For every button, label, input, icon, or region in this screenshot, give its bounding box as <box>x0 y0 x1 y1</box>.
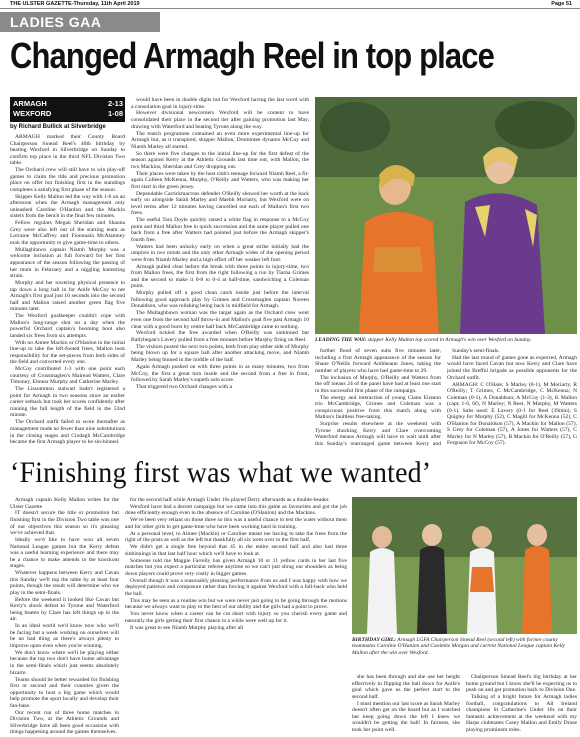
paragraph: IT doesn't secure the title or promotion but finishing first in the Division Two table was one of our objectives this season so it's pleasing we've achieved that. <box>10 510 119 537</box>
birthday-photo <box>352 497 577 634</box>
birthday-photo-image <box>352 497 577 634</box>
paragraph: for the second half while Armagh Under 16s played Derry afterwards as a double-header. <box>130 497 330 503</box>
section-title: LADIES GAA <box>10 14 102 30</box>
paragraph: In an ideal world we'd know now who we'll be facing but a week working on ourselves will be no bad thing as there's always plenty to improve upon even when you're winning. <box>10 623 119 649</box>
away-score: 1-08 <box>107 109 123 118</box>
paragraph: Whatever happens between Kerry and Cavan this Sunday we'll top the table by at least four points, though the result will determine who we play in the semi-finals. <box>10 570 119 596</box>
paragraph: Dependable Carrickmacross defender O'Reilly showed her worth at the back early on alongside Sarah Marley and Maebh Moriarty, but Wexford were on level terms after 12 minutes having cancelled out each of Mallon's first two frees. <box>131 190 309 217</box>
paragraph: Their places were taken by the host club's teenage forward Niamh Reel, a fit-again Colleen McKenna, Murphy, O'Reilly and Watters, who was making her first start in the green jersey. <box>131 170 309 190</box>
paragraph: The Orchard outfit failed to score thereafter as management made no fewer than nine substitutions in the closing stages and Clodagh McCambridge became the first Armagh player to be sin-binned. <box>10 419 125 446</box>
paragraph: We've been very reliant on those three so this was a useful chance to test the water without them and for other girls to get game-time who have been working hard in training. <box>125 517 347 530</box>
paragraph: Mullaghbawn captain Niamh Murphy was a welcome inclusion at full forward for her first appearance of the season following the passing of her mum in February and a niggling hamstring strain. <box>10 246 125 280</box>
score-row-home <box>13 99 123 109</box>
paragraph: Wexford tickled the free awarded when O'Reilly was sinbinned but Ballyhegan's Lavery pulled from a free minutes before Murphy firing on Reel. <box>131 330 309 343</box>
caption-text-2: Armagh LGFA Chairperson Sinead Reel (second left) with former county teammates Caroline O'Hanlon and Caoimhe Morgan and current National League captain Kelly Mallon after the win over Wexford. <box>352 637 566 656</box>
paragraph: We don't know where we'll be playing either because the top two don't have home advantage in the semi-finals which just seems absolutely bizarre. <box>10 649 119 676</box>
paragraph: It was great to see Niamh Murphy playing after all <box>130 624 244 631</box>
paragraph: Skipper Kelly Mallon led the way with 1-6 on an afternoon when the Armagh management only unleashed Caroline O'Hanlon and the Mackin sisters from the bench in the final few minutes. <box>10 193 125 220</box>
paragraph: The energy and interaction of young Clann Eireann trio McCambridge, Grimes and Coleman was a conspicuous positive from this match along with Mallon's faultless free-taking. <box>315 394 441 421</box>
paragraph: Talking of a bright future for Armagh ladies football, congratulations to All Ireland champions St Catherine's Under 16s on their fantastic achievement at the weekend with my Harps clubmates Casey Mallon and Emily Druse playing prominent roles. <box>466 694 577 733</box>
paragraph: Murphy pulled off a good clean catch inside just before the interval following good approach play by Grimes and Crossmaglen captain Noreen Donaldson, who was relishing being back in midfield for Armagh. <box>131 290 309 310</box>
paragraph: Had the last round of games gone as expected, Armagh would have faced Cavan but now Kerry and Clare have joined the Breffni brigade as possible opponents for the Orchard outfit. <box>447 354 577 381</box>
paragraph: Sunday's semi-finals. <box>452 348 500 354</box>
paragraph: McCoy contributed 1-3 with one point each courtesy of Crossmaglen's Mairead Watters, Clare Timoney, Eimear Murphy and Catherine Marley. <box>10 366 125 386</box>
paragraph: Again Armagh pushed on with three points in as many minutes, two from McCoy, the first a great turn inside and the second from a free in front, followed by Sarah Marley's superb solo score. <box>131 363 309 384</box>
column-body-3 <box>352 674 460 734</box>
paragraph: That triggered two Orchard changes with a <box>136 383 232 390</box>
paragraph: ARMAGH marked their County Board Chairperson Sinead Reel's 40th birthday by beating Wexford in Silverbridge on Sunday to confirm top place in the third NFL Division Two table. <box>10 134 125 167</box>
paragraph: ARMAGH: C O'Hare; S Marley (0-1), M Moriarty, R O'Reilly; T Grimes, C McCambridge, C McKenna; N Coleman (0-1), A Donaldson; A McCoy (1-3), K Mallon (capt; 1-6, 6f), N Marley; N Reel, N Murphy, M Watters (0-1). Subs used: E Lavery (0-1 for Reel (39min), S Quigley for Murphy (52), C Magill for McKenna (52), C O'Hanlon for Donaldson (57), A Mackin for Mallon (57), S Grey for Coleman (57), A Jones for Watters (57), C Marley for N Marley (57), B Mackin for O'Reilly (57), G Ferguson for McCoy (57). <box>447 381 577 446</box>
column-body-2 <box>125 497 347 734</box>
paragraph: The Mullaghbawn woman was the target again as the Orchard crew went even one from the second half throw-in and Mallon's goal five past Armagh 10 clear with a good burst by centre half back McCambridge came to nothing. <box>131 310 309 330</box>
paragraph: further flood of seven subs five minutes later, including a first Armagh appearance of the season for Shane O'Neills forward Aoibheann Jones, taking the number of players who have had game-time to 29. <box>315 348 441 374</box>
match-photo <box>315 97 577 334</box>
paragraph: Someone told me Maggie Farrelly has given Armagh 10 or 11 yellow cards in her last five matches but you expect a particular referee anytime so we can't just shrug our shoulders as being down players could prove very costly in bigger games. <box>125 557 347 577</box>
column-headline: ‘Finishing first was what we wanted’ <box>10 456 432 489</box>
paragraph: The inclusion of Murphy, O'Reilly and Watters from the off means 24 of the panel have had at least one start in this successful first phase of the campaign. <box>315 374 441 394</box>
article-column-2 <box>131 97 309 446</box>
match-photo-caption <box>315 337 577 343</box>
paragraph: I must mention our last score as Sarah Marley doesn't often get on the board but as I watched her keep going down the left I knew we wouldn't be getting the ball! In fairness, she took her point well. <box>352 700 460 733</box>
paragraph: would have been in double digits but for Wexford having the last word with a consolation goal in injury-time. <box>131 97 309 110</box>
page-number: Page 51 <box>551 1 572 7</box>
paragraph: Wexford have had a decent campaign but we came into this game as favourites and got the job done efficiently enough even in the absence of Caroline (O'Hanlon) and the Mackins. <box>125 503 347 517</box>
paragraph: Ideally we'd like to have won all seven National League games but the Kerry defeat was a useful learning experience and there may be a chance to make amends in the knockout stages. <box>10 537 119 570</box>
paragraph: Surprise results elsewhere at the weekend with Tyrone shocking Kerry and Clare overcoming Waterford means Armagh will have to wait until after this Sunday's rearranged game between Kerry and <box>315 421 441 446</box>
paragraph: Before the weekend it looked like Cavan but Kerry's shock defeat to Tyrone and Waterford being beaten by Clare has left things up in the air. <box>10 596 119 623</box>
column-body-4 <box>466 674 577 734</box>
paragraph: The useful Tara Doyle quickly raised a white flag in response to a McCoy point and third Mallon free in quick succession and the same player pulled one back from a free after Watters had pointed just before the Armagh skipper's fourth free. <box>131 217 309 243</box>
section-banner <box>0 12 160 32</box>
paragraph: Chairperson Sinead Reel's big birthday at her home ground but I know she'll be expecting us to push on and get promotion back to Division One. <box>466 674 577 694</box>
paragraph: So there were five changes to the initial line-up for the first defeat of the season against Kerry at the Athletic Grounds last time out, with Mallon, the two Mackins, Sheridan and Grey dropping out. <box>131 150 309 170</box>
article-column-4 <box>447 348 577 446</box>
score-row-away <box>13 109 123 119</box>
paragraph: With no Aimee Mackin or O'Hanlon in the initial line-up to take the left-footed frees, Mallon took responsibility for the set-pieces from both sides of the field and converted every one. <box>10 339 125 366</box>
paragraph: Murphy and her towering physical presence to tap down a long ball in for Aoife McCoy to net Armagh's first goal just 10 seconds into the second half and Mallon raised another green flag five minutes later. <box>10 279 125 313</box>
paragraph: Teams should be better rewarded for finishing first or second and their counties given the opportunity to host a big game which would help promote the sport locally and develop their fan-base. <box>10 676 119 709</box>
article-column-1 <box>10 134 125 446</box>
byline: by Richard Bullick at Silverbridge <box>10 124 106 130</box>
paragraph: Armagh captain Kelly Mallon writes for the Ulster Gazette <box>10 497 119 510</box>
paragraph: The match programme contained an even more experimental line-up for Armagh but, as it transpired, skipper Mallon, Dromintee dynamo McCoy and Niamh Marley all started. <box>131 130 309 150</box>
away-team: WEXFORD <box>13 109 52 118</box>
paragraph: Our recent run of three home matches in Division Two, at the Athletic Grounds and Silverbridge have all been good occasions with things happening around the games themselves. <box>10 709 119 734</box>
paragraph: This may be seen as a routine win but we were never just going to be going through the motions because we always want to play to the best of our ability and the girls had a point to prove. <box>125 597 347 611</box>
article-column-3 <box>315 348 441 446</box>
paragraph: Fellow regulars Megan Sheridan and Shauna Grey were also left out of the starting team as Lorraine McCaffrey and Fionnuala McAtamney took the opportunity to give game-time to others. <box>10 220 125 246</box>
caption-text: skipper Kelly Mallon top scored in Armagh's win over Wexford on Sunday. <box>366 337 532 343</box>
page-header <box>0 0 580 9</box>
paragraph: We didn't get a single free beyond that 45 in the entire second half and also had three sinbinnings in that last half hour which we'll have to look at. <box>125 544 347 557</box>
paragraph: Armagh pulled clear before the break with three points in injury-time, two from Mallon frees, the first from the right following a run by Tiarna Grimes and the second to make it 0-8 to 0-4 at half-time, sandwiching a Coleman point. <box>131 263 309 290</box>
caption-lead-2: BIRTHDAY GIRL: <box>352 637 396 643</box>
paragraph: Watters had been unlucky early on when a great strike initially had the umpires in two minds and the only other Armagh wides of the opening period were from Niamh Marley and a high effort off her weaker left foot. <box>131 243 309 263</box>
home-team: ARMAGH <box>13 99 47 108</box>
paragraph: At a personal level, to Aimee (Mackin) or Caroline meant me having to take the frees from the right of the posts as well as the left but thankfully all six went over in the first half. <box>125 530 347 544</box>
paragraph: The Wexford goalkeeper couldn't cope with Mallon's long-range shot on a day when the powerful Orchard captain's booming boot also landed six frees from six attempts. <box>10 313 125 339</box>
column-body-1 <box>10 497 119 734</box>
paragraph: The Orchard crew will still have to win play-off games to claim the title and precious promotion place on offer but finishing first in the standings completes a satisfying first phase of the season. <box>10 167 125 193</box>
paragraph: You never know when a career can be cut short with injury so you cherish every game and naturally the girls getting their first chance in a while were well up for it. <box>125 611 347 624</box>
scoreline-box <box>10 97 125 122</box>
caption-lead: LEADING THE WAY: <box>315 337 367 343</box>
paragraph: she has been through and she use her height effectively in flipping the ball down for Aoife's goal which gave us the perfect start to the second half. <box>352 674 460 700</box>
match-photo-image <box>315 97 577 334</box>
birthday-photo-caption <box>352 637 577 656</box>
paragraph: Overall though it was a reasonably pleasing performance from us and I was happy with how we deployed patience and composure rather than forcing it against Wexford with a full-back who held the ball. <box>125 577 347 597</box>
paragraph: However divisional newcomers Wexford will be content to have consolidated their place in the second tier after gaining promotion last May, drawing with Waterford and beating Tyrone along the way. <box>131 110 309 130</box>
home-score: 2-13 <box>107 99 123 108</box>
paragraph: The Lissummon stalwart hadn't registered a point for Armagh in two seasons since an earlier career setback but took her scores confidently after running the full length of the field in the 52nd minute. <box>10 386 125 419</box>
paper-dateline: THE ULSTER GAZETTE-Thursday, 11th April 2019 <box>10 1 140 7</box>
headline: Changed Armagh Reel in top place <box>10 35 494 76</box>
paragraph: The visitors posted the next two points, both from play either side of Murphy being blown up for a square ball after another attacking move, and Niamh Marley being binned in the middle of the half. <box>131 343 309 364</box>
